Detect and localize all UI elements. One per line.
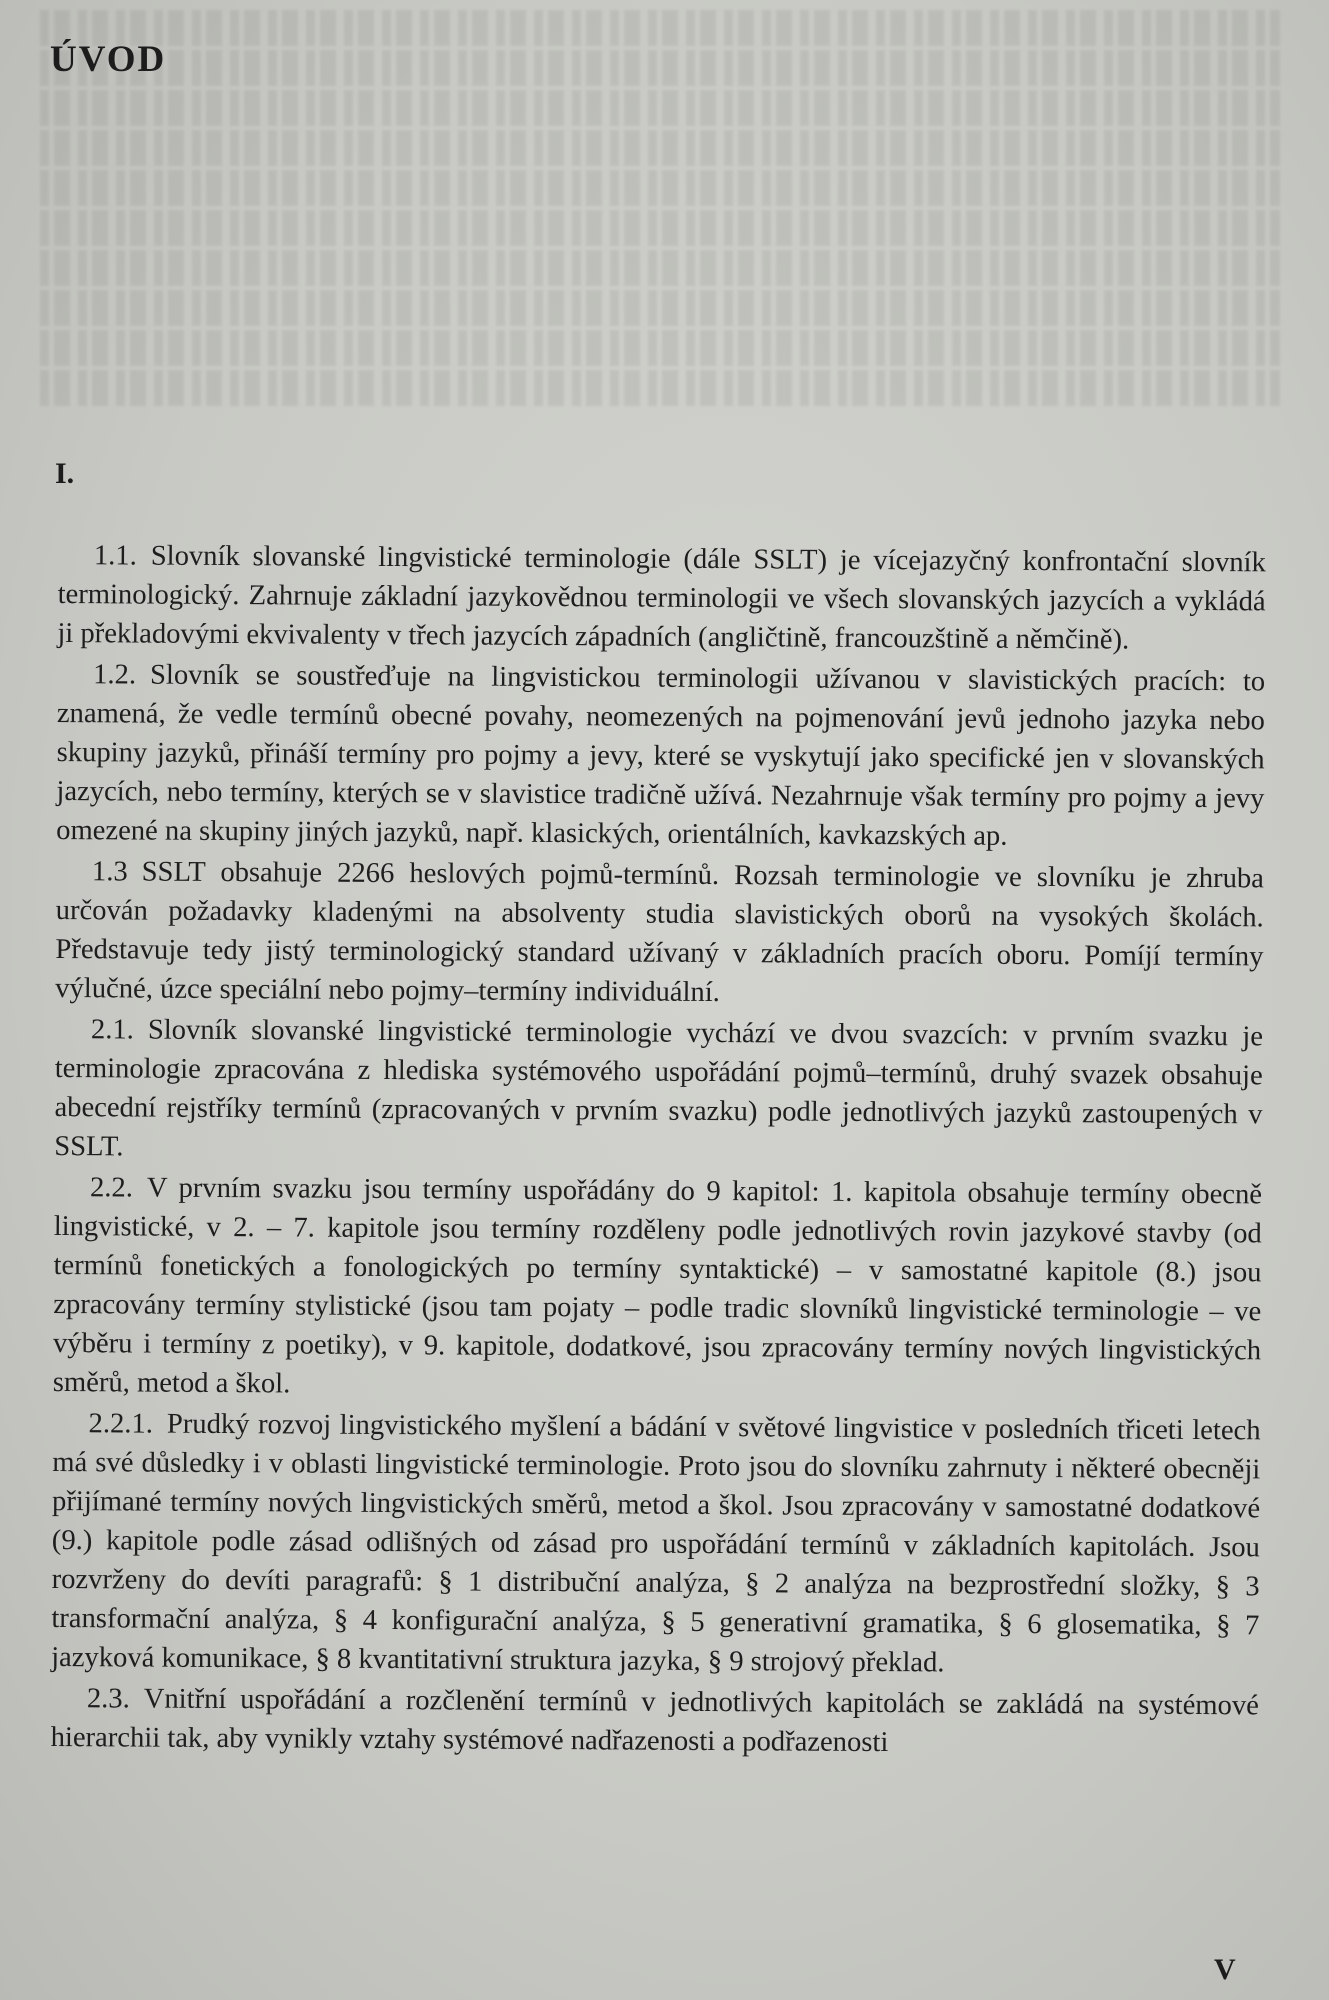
paragraph-1-1 [57, 536, 1266, 660]
page-number: V [1214, 1953, 1236, 1986]
paragraph-text: Slovník slovanské lingvistické terminologie vychází ve dvou svazcích: v prvním svazku je terminologie zpracována z hlediska systémového uspořádání pojmů–termínů, druhý svazek obsahuje abecední rejstříky termínů (zpracovaných v prvním svazku) podle jednotlivých jazyků zastoupených v SSLT. [54, 1014, 1264, 1163]
paragraph-2-3 [51, 1679, 1259, 1764]
paragraph-text: Slovník slovanské lingvistické terminologie (dále SSLT) je vícejazyčný konfrontační slovník terminologický. Zahrnuje základní jazykovědnou terminologii ve všech slovanských jazycích a vykládá ji překladovými ekvivalenty v třech jazycích západních (angličtině, francouzštině a němčině). [57, 540, 1266, 656]
paragraph-text: Prudký rozvoj lingvistického myšlení a bádání v světové lingvistice v posledních třiceti letech má své důsledky i v oblasti lingvistické terminologie. Proto jsou do slovníku zahrnuty i některé obecněji přijímané termíny nových lingvistických směrů, metod a škol. Jsou zpracovány v samostatné dodatkové (9.) kapitole podle zásad odlišných od zásad pro uspořádání termínů v základních kapitolách. Jsou rozvrženy do devíti paragrafů: § 1 distribuční analýza, § 2 analýza na bezprostřední složky, § 3 transformační analýza, § 4 konfigurační analýza, § 5 generativní gramatika, § 6 glosematika, § 7 jazyková komunikace, § 8 kvantitativní struktura jazyka, § 9 strojový překlad. [51, 1408, 1261, 1679]
body-text [51, 536, 1266, 1766]
section-heading: ÚVOD [50, 39, 167, 80]
paragraph-2-2 [53, 1168, 1262, 1409]
chapter-number: I. [55, 457, 75, 490]
paragraph-number: 2.1. [90, 1014, 134, 1046]
paragraph-number: 2.2. [89, 1172, 134, 1204]
paragraph-number: 1.3 [91, 856, 128, 888]
paragraph-text: V prvním svazku jsou termíny uspořádány do 9 kapitol: 1. kapitola obsahuje termíny obecně lingvistické, v 2. – 7. kapitole jsou termíny rozděleny podle jednotlivých rovin jazykové stavby (od termínů fonetických a fonologických po termíny syntaktické) – v samostatné kapitole (8.) jsou zpracovány termíny stylistické (jsou tam pojaty – podle tradic slovníků lingvistické terminologie – ve výběru i termíny z poetiky), v 9. kapitole, dodatkové, jsou zpracovány termíny nových lingvistických směrů, metod a škol. [52, 1172, 1263, 1400]
show-through-text [40, 10, 1280, 430]
paragraph-number: 1.2. [93, 659, 137, 691]
paragraph-text: Vnitřní uspořádání a rozčlenění termínů v jednotlivých kapitolách se zakládá na systémové hierarchii tak, aby vynikly vztahy systémové nadřazenosti a podřazenosti [50, 1683, 1259, 1759]
paragraph-text: Slovník se soustřeďuje na lingvistickou terminologii užívanou v slavistických pracích: to znamená, že vedle termínů obecné povahy, neomezených na pojmenování jevů jednoho jazyka nebo skupiny jazyků, přináší termíny pro pojmy a jevy, které se vyskytují jako specifické jen v slovanských jazycích, nebo termíny, kterých se v slavistice tradičně užívá. Nezahrnuje však termíny pro pojmy a jevy omezené na skupiny jiných jazyků, např. klasických, orientálních, kavkazských ap. [56, 659, 1266, 852]
paragraph-1-2 [56, 655, 1265, 857]
paragraph-text: SSLT obsahuje 2266 heslových pojmů-termínů. Rozsah terminologie ve slovníku je zhruba určován požadavky kladenými na absolventy studia slavistických oborů na vysokých školách. Představuje tedy jistý terminologický standard užívaný v základních pracích oboru. Pomíjí termíny výlučné, úzce speciální nebo pojmy–termíny individuální. [55, 856, 1265, 1009]
paragraph-2-1 [54, 1010, 1263, 1173]
paragraph-2-2-1 [51, 1404, 1261, 1684]
paragraph-number: 2.3. [86, 1683, 130, 1715]
paragraph-number: 2.2.1. [88, 1408, 154, 1440]
paragraph-1-3 [55, 852, 1264, 1015]
paragraph-number: 1.1. [93, 540, 137, 572]
